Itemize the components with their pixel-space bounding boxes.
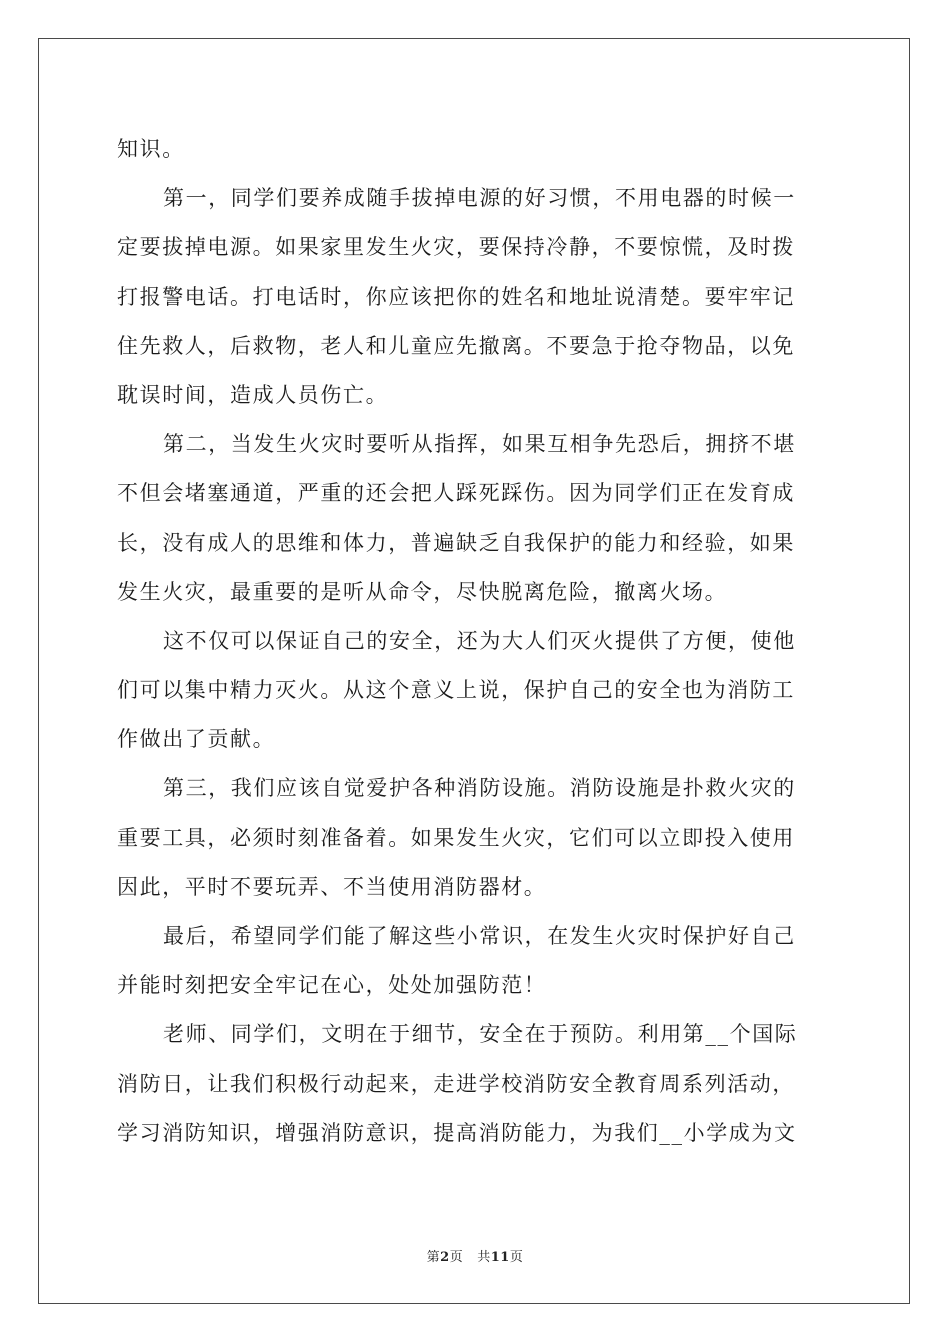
text-line: 住先救人，后救物，老人和儿童应先撤离。不要急于抢夺物品，以免 [117, 333, 795, 358]
text-line: 定要拔掉电源。如果家里发生火灾，要保持冷静，不要惊慌，及时拨 [117, 235, 795, 260]
text-line: 学习消防知识，增强消防意识，提高消防能力，为我们__小学成为文 [117, 1120, 797, 1145]
total-pages: 11 [490, 1250, 510, 1265]
text-line: 作做出了贡献。 [117, 727, 276, 752]
paragraph-first-line: 第三，我们应该自觉爱护各种消防设施。消防设施是扑救火灾的 [163, 776, 796, 801]
text-line: 知识。 [117, 137, 185, 161]
text-line: 不但会堵塞通道，严重的还会把人踩死踩伤。因为同学们正在发育成 [117, 481, 795, 506]
paragraph-first-line: 这不仅可以保证自己的安全，还为大人们灭火提供了方便，使他 [163, 628, 796, 653]
text-line: 重要工具，必须时刻准备着。如果发生火灾，它们可以立即投入使用 [117, 825, 795, 850]
paragraph-first-line: 第一，同学们要养成随手拔掉电源的好习惯，不用电器的时候一 [163, 186, 796, 211]
text-line: 因此，平时不要玩弄、不当使用消防器材。 [117, 874, 547, 899]
text-line: 长，没有成人的思维和体力，普遍缺乏自我保护的能力和经验，如果 [117, 530, 795, 555]
text-line: 消防日，让我们积极行动起来，走进学校消防安全教育周系列活动， [117, 1071, 795, 1096]
text-line: 们可以集中精力灭火。从这个意义上说，保护自己的安全也为消防工 [117, 678, 795, 703]
total-prefix: 共 [477, 1250, 491, 1265]
page-suffix: 页 [449, 1250, 464, 1265]
document-body [117, 129, 833, 1162]
text-line: 发生火灾，最重要的是听从命令，尽快脱离危险，撤离火场。 [117, 579, 728, 604]
page-footer [0, 1246, 950, 1265]
text-line: 打报警电话。打电话时，你应该把你的姓名和地址说清楚。要牢牢记 [117, 284, 795, 309]
paragraph-first-line: 老师、同学们，文明在于细节，安全在于预防。利用第__个国际 [163, 1022, 798, 1047]
paragraph-first-line: 最后，希望同学们能了解这些小常识，在发生火灾时保护好自己 [163, 924, 796, 948]
total-suffix: 页 [509, 1250, 524, 1265]
paragraph-first-line: 第二，当发生火灾时要听从指挥，如果互相争先恐后，拥挤不堪 [163, 432, 796, 457]
text-line: 并能时刻把安全牢记在心，处处加强防范！ [117, 973, 547, 998]
page-prefix: 第 [426, 1250, 441, 1265]
text-line: 耽误时间，造成人员伤亡。 [117, 382, 389, 407]
page-number: 2 [440, 1250, 450, 1265]
